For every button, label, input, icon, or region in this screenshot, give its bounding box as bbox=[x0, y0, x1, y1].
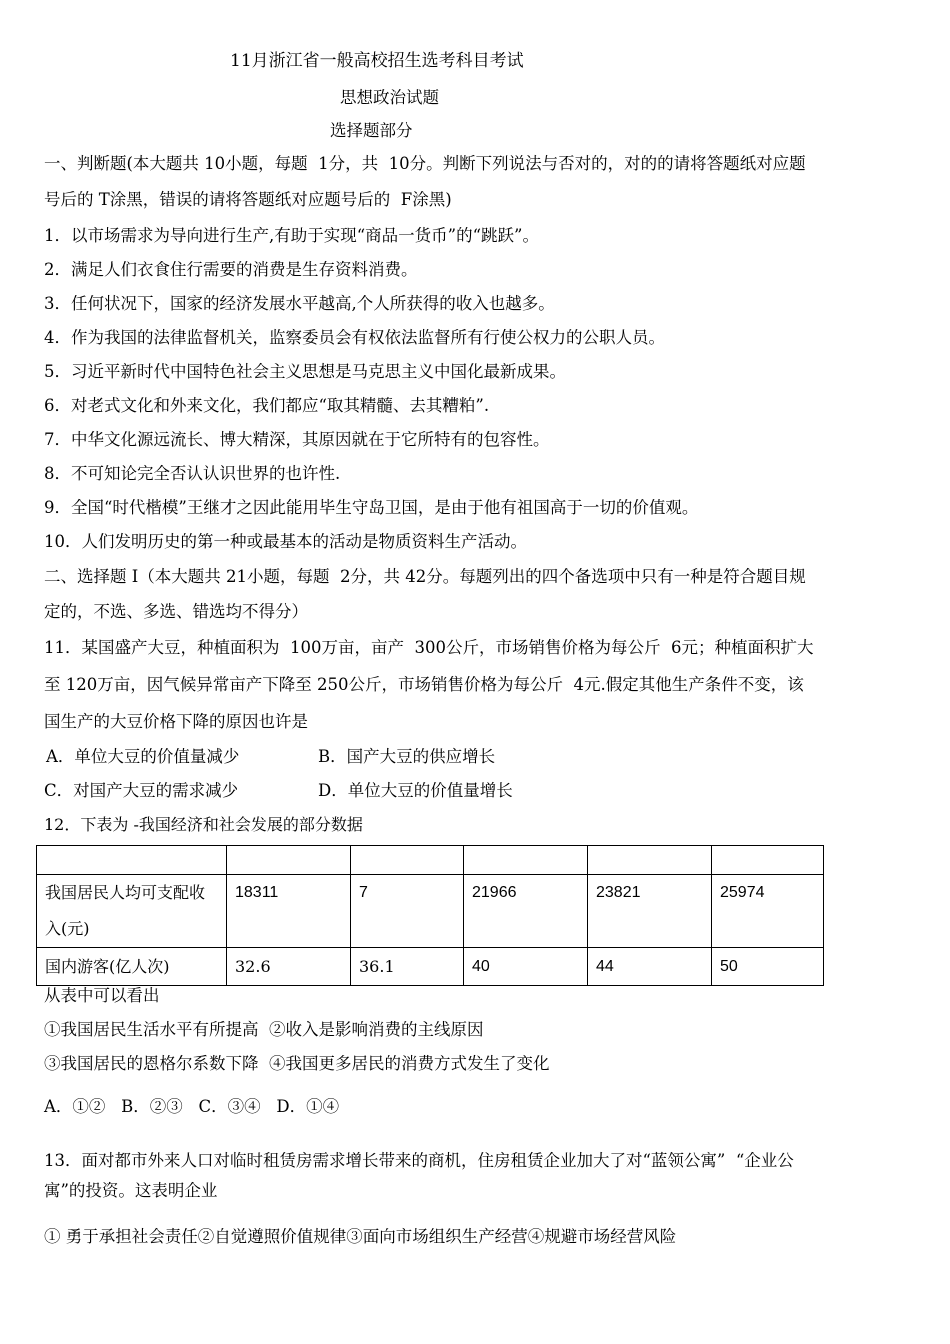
table-cell bbox=[37, 846, 227, 875]
q12-statements-line1: ①我国居民生活水平有所提高 ②收入是影响消费的主线原因 bbox=[44, 1020, 484, 1039]
table-header-row bbox=[37, 846, 824, 875]
section1-intro-line1: 一、判断题(本大题共 10小题，每题 1分，共 10分。判断下列说法与否对的，对的的请将答题纸对应题 bbox=[44, 154, 806, 173]
exam-title: 11月浙江省一般高校招生选考科目考试 bbox=[230, 51, 524, 71]
table-row bbox=[37, 875, 824, 948]
q11-option-a: A．单位大豆的价值量减少 bbox=[46, 747, 240, 766]
table-cell: 25974 bbox=[712, 875, 824, 948]
q13-statements: ① 勇于承担社会责任②自觉遵照价值规律③面向市场组织生产经营④规避市场经营风险 bbox=[44, 1227, 677, 1246]
question-item: 10．人们发明历史的第一种或最基本的活动是物质资料生产活动。 bbox=[44, 532, 527, 551]
q11-stem-line3: 国生产的大豆价格下降的原因也许是 bbox=[44, 712, 308, 731]
table-cell: 50 bbox=[712, 948, 824, 986]
q11-option-d: D．单位大豆的价值量增长 bbox=[318, 781, 513, 800]
question-item: 3．任何状况下，国家的经济发展水平越高,个人所获得的收入也越多。 bbox=[44, 294, 555, 313]
table-row bbox=[37, 948, 824, 986]
table-row-label: 国内游客(亿人次) bbox=[37, 948, 227, 986]
table-cell: 44 bbox=[588, 948, 712, 986]
part-title: 选择题部分 bbox=[330, 121, 413, 140]
question-item: 7．中华文化源远流长、博大精深，其原因就在于它所特有的包容性。 bbox=[44, 430, 550, 449]
section2-intro-line2: 定的，不选、多选、错选均不得分） bbox=[44, 602, 308, 621]
table-cell: 40 bbox=[464, 948, 588, 986]
q12-statements-line2: ③我国居民的恩格尔系数下降 ④我国更多居民的消费方式发生了变化 bbox=[44, 1054, 550, 1073]
q13-stem-line2: 寓”的投资。这表明企业 bbox=[44, 1181, 218, 1200]
q11-option-b: B．国产大豆的供应增长 bbox=[318, 747, 496, 766]
question-item: 9．全国“时代楷模”王继才之因此能用毕生守岛卫国，是由于他有祖国高于一切的价值观。 bbox=[44, 498, 699, 517]
table-cell: 36.1 bbox=[351, 948, 464, 986]
table-cell: 7 bbox=[351, 875, 464, 948]
table-cell bbox=[712, 846, 824, 875]
question-item: 2．满足人们衣食住行需要的消费是生存资料消费。 bbox=[44, 260, 418, 279]
section1-intro-line2: 号后的 T涂黑，错误的请将答题纸对应题号后的 F涂黑) bbox=[44, 190, 452, 209]
q12-after-text: 从表中可以看出 bbox=[44, 986, 160, 1005]
q12-data-table bbox=[36, 845, 824, 986]
table-cell bbox=[464, 846, 588, 875]
table-cell: 23821 bbox=[588, 875, 712, 948]
table-row-label: 我国居民人均可支配收入(元) bbox=[37, 875, 227, 948]
question-item: 4．作为我国的法律监督机关，监察委员会有权依法监督所有行使公权力的公职人员。 bbox=[44, 328, 665, 347]
question-item: 6．对老式文化和外来文化，我们都应“取其精髓、去其糟粕”. bbox=[44, 396, 490, 415]
question-item: 8．不可知论完全否认认识世界的也许性. bbox=[44, 464, 341, 483]
table-cell bbox=[588, 846, 712, 875]
table-cell: 18311 bbox=[227, 875, 351, 948]
table-cell: 32.6 bbox=[227, 948, 351, 986]
q11-stem-line1: 11．某国盛产大豆，种植面积为 100万亩，亩产 300公斤，市场销售价格为每公斤 6元；种植面积扩大 bbox=[44, 638, 814, 657]
table-cell bbox=[351, 846, 464, 875]
q11-stem-line2: 至 120万亩，因气候异常亩产下降至 250公斤，市场销售价格为每公斤 4元.假定其他生产条件不变，该 bbox=[44, 675, 804, 694]
table-cell: 21966 bbox=[464, 875, 588, 948]
subject-title: 思想政治试题 bbox=[340, 88, 439, 107]
question-item: 5．习近平新时代中国特色社会主义思想是马克思主义中国化最新成果。 bbox=[44, 362, 566, 381]
table-cell bbox=[227, 846, 351, 875]
section2-intro-line1: 二、选择题 I（本大题共 21小题，每题 2分，共 42分。每题列出的四个备选项中只有一种是符合题目规 bbox=[44, 567, 806, 586]
q13-stem-line1: 13．面对都市外来人口对临时租赁房需求增长带来的商机，住房租赁企业加大了对“蓝领公寓” “企业公 bbox=[44, 1151, 794, 1170]
q11-option-c: C．对国产大豆的需求减少 bbox=[44, 781, 239, 800]
question-item: 1．以市场需求为导向进行生产,有助于实现“商品一货币”的“跳跃”。 bbox=[44, 226, 539, 245]
q12-stem: 12．下表为 -我国经济和社会发展的部分数据 bbox=[44, 815, 363, 834]
q12-options: A．①② B．②③ C．③④ D．①④ bbox=[44, 1097, 340, 1116]
